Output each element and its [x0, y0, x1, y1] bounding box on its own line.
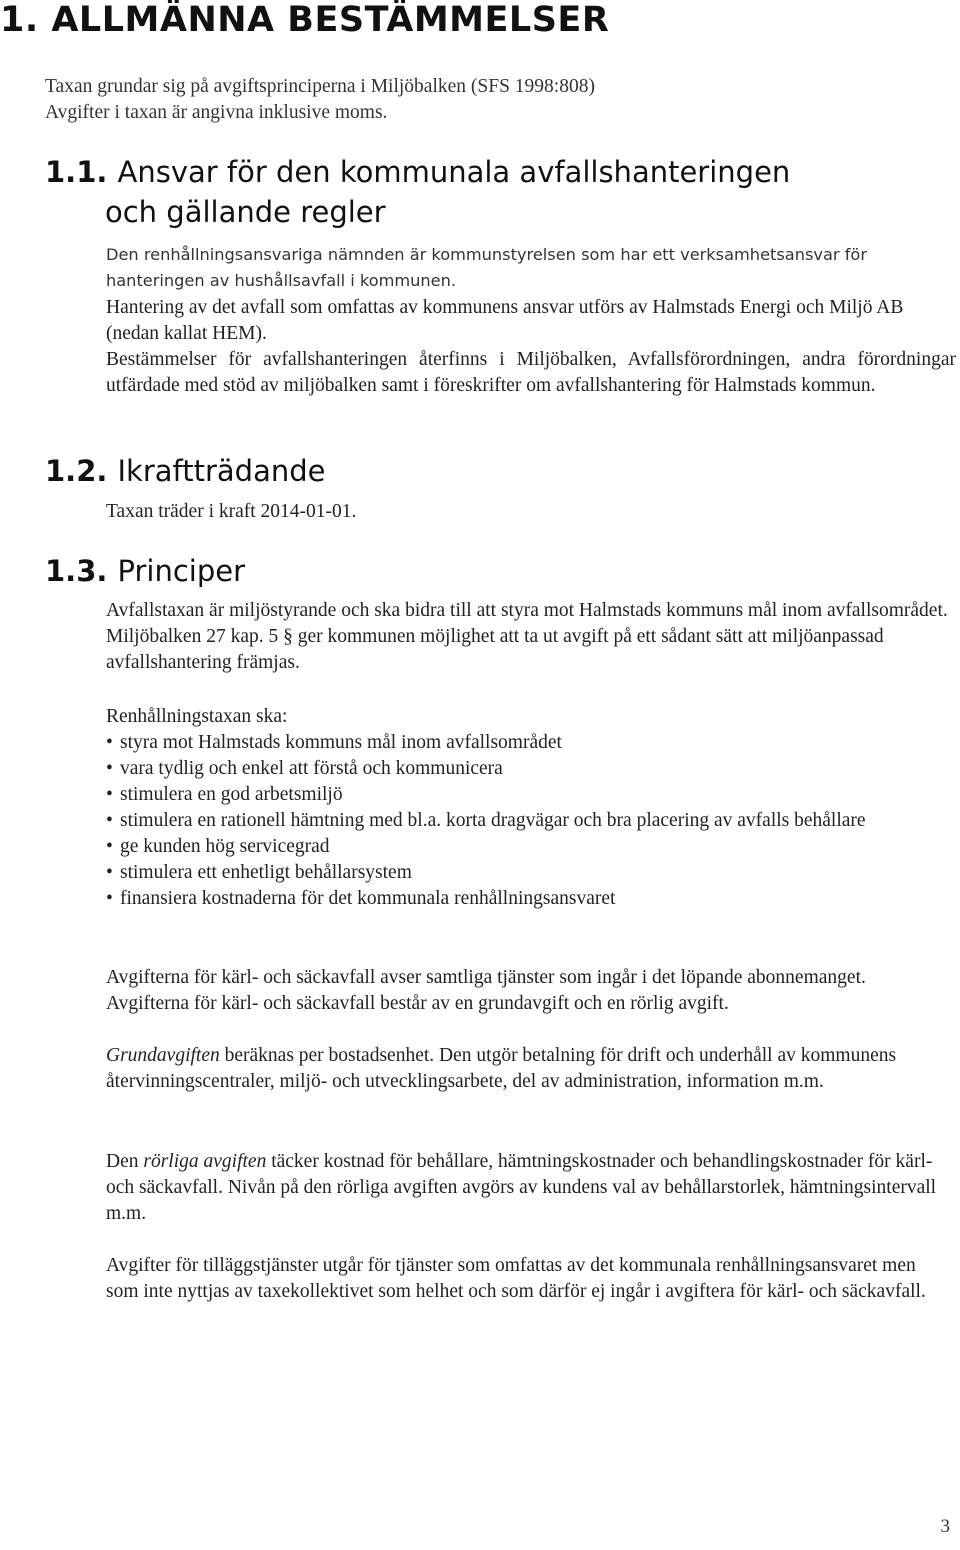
section-1-2-heading — [45, 451, 325, 491]
rorliga-avgiften-term: rörliga avgiften — [143, 1151, 267, 1172]
section-1-3-p3 — [106, 1043, 956, 1095]
section-1-3-para-2 — [106, 965, 951, 1017]
section-1-1-para-1 — [106, 242, 946, 293]
section-1-3-p3-rest: beräknas per bostadsenhet. Den utgör betalning för drift och underhåll av kommunens återvinningscentraler, miljö- och utvecklingsarbete, del av administration, information m.m. — [106, 1045, 897, 1092]
page-heading: 1. ALLMÄNNA BESTÄMMELSER — [0, 0, 610, 40]
section-1-1-title-line1: Ansvar för den kommunala avfallshanteringen — [117, 155, 791, 189]
grundavgiften-term: Grundavgiften — [106, 1045, 220, 1066]
section-1-2-body — [106, 499, 946, 525]
list-item: • styra mot Halmstads kommuns mål inom avfallsområdet — [106, 730, 951, 756]
list-item: • ge kunden hög servicegrad — [106, 834, 951, 860]
list-item: • stimulera en god arbetsmiljö — [106, 782, 951, 808]
list-item: • finansiera kostnaderna för det kommunala renhållningsansvaret — [106, 886, 951, 912]
section-1-3-list-intro: Renhållningstaxan ska: — [106, 706, 288, 727]
section-1-2-number: 1.2. — [45, 454, 108, 488]
section-1-3-para-3 — [106, 1043, 956, 1095]
list-item: • stimulera ett enhetligt behållarsystem — [106, 860, 951, 886]
section-1-3-p4 — [106, 1149, 956, 1227]
section-1-3-para-4 — [106, 1149, 956, 1227]
list-item: • stimulera en rationell hämtning med bl.a. korta dragvägar och bra placering av avfalls behållare — [106, 808, 951, 834]
section-1-3-number: 1.3. — [45, 554, 108, 588]
section-1-1-p2: Hantering av det avfall som omfattas av kommunens ansvar utförs av Halmstads Energi och Miljö AB (nedan kallat HEM). — [106, 297, 904, 344]
section-1-1-title-line2: och gällande regler — [105, 195, 386, 229]
section-1-1-p3: Bestämmelser för avfallshanteringen återfinns i Miljöbalken, Avfallsförordningen, andra förordningar utfärdade med stöd av miljöbalken samt i föreskrifter om avfallshantering för Halmstads kommun. — [106, 349, 956, 396]
page-number: 3 — [940, 1516, 950, 1537]
section-1-1-number: 1.1. — [45, 155, 108, 189]
section-1-3-p1: Avfallstaxan är miljöstyrande och ska bidra till att styra mot Halmstads kommuns mål inom avfallsområdet. Miljöbalken 27 kap. 5 § ger kommunen möjlighet att ta ut avgift på ett sådant sätt att miljöanpassad avfallshantering främjas. — [106, 600, 948, 673]
section-1-2-p1: Taxan träder i kraft 2014-01-01. — [106, 501, 357, 522]
section-1-2-title: Ikraftträdande — [117, 454, 326, 488]
section-1-3-p5: Avgifter för tilläggstjänster utgår för tjänster som omfattas av det kommunala renhållningsansvaret men som inte nyttjas av taxekollektivet som helhet och som därför ej ingår i avgiftera för kärl- och säckavfall. — [106, 1255, 926, 1302]
section-1-1-body — [106, 295, 956, 399]
intro-line-2: Avgifter i taxan är angivna inklusive moms. — [45, 102, 388, 123]
section-1-1-p1: Den renhållningsansvariga nämnden är kommunstyrelsen som har ett verksamhetsansvar för hanteringen av hushållsavfall i kommunen. — [106, 245, 867, 290]
section-1-3-p2: Avgifterna för kärl- och säckavfall avser samtliga tjänster som ingår i det löpande abonnemanget. Avgifterna för kärl- och säckavfall består av en grundavgift och en rörlig avgift. — [106, 967, 866, 1014]
principles-list — [106, 730, 951, 912]
section-1-3-p4-start: Den — [106, 1151, 144, 1172]
section-1-3-para-5 — [106, 1253, 951, 1305]
intro-line-1: Taxan grundar sig på avgiftsprinciperna i Miljöbalken (SFS 1998:808) — [45, 76, 595, 97]
intro-text — [45, 74, 925, 126]
section-1-3-heading — [45, 551, 245, 591]
section-1-1-heading — [45, 152, 945, 232]
section-1-3-list-block — [106, 704, 951, 912]
section-1-3-p4-rest: täcker kostnad för behållare, hämtningskostnader och behandlingskostnader för kärl- och säckavfall. Nivån på den rörliga avgiften avgörs av kundens val av behållarstorlek, hämtningsintervall m.m. — [106, 1151, 937, 1224]
section-1-3-title: Principer — [117, 554, 246, 588]
section-1-3-body — [106, 598, 951, 676]
list-item: • vara tydlig och enkel att förstå och kommunicera — [106, 756, 951, 782]
